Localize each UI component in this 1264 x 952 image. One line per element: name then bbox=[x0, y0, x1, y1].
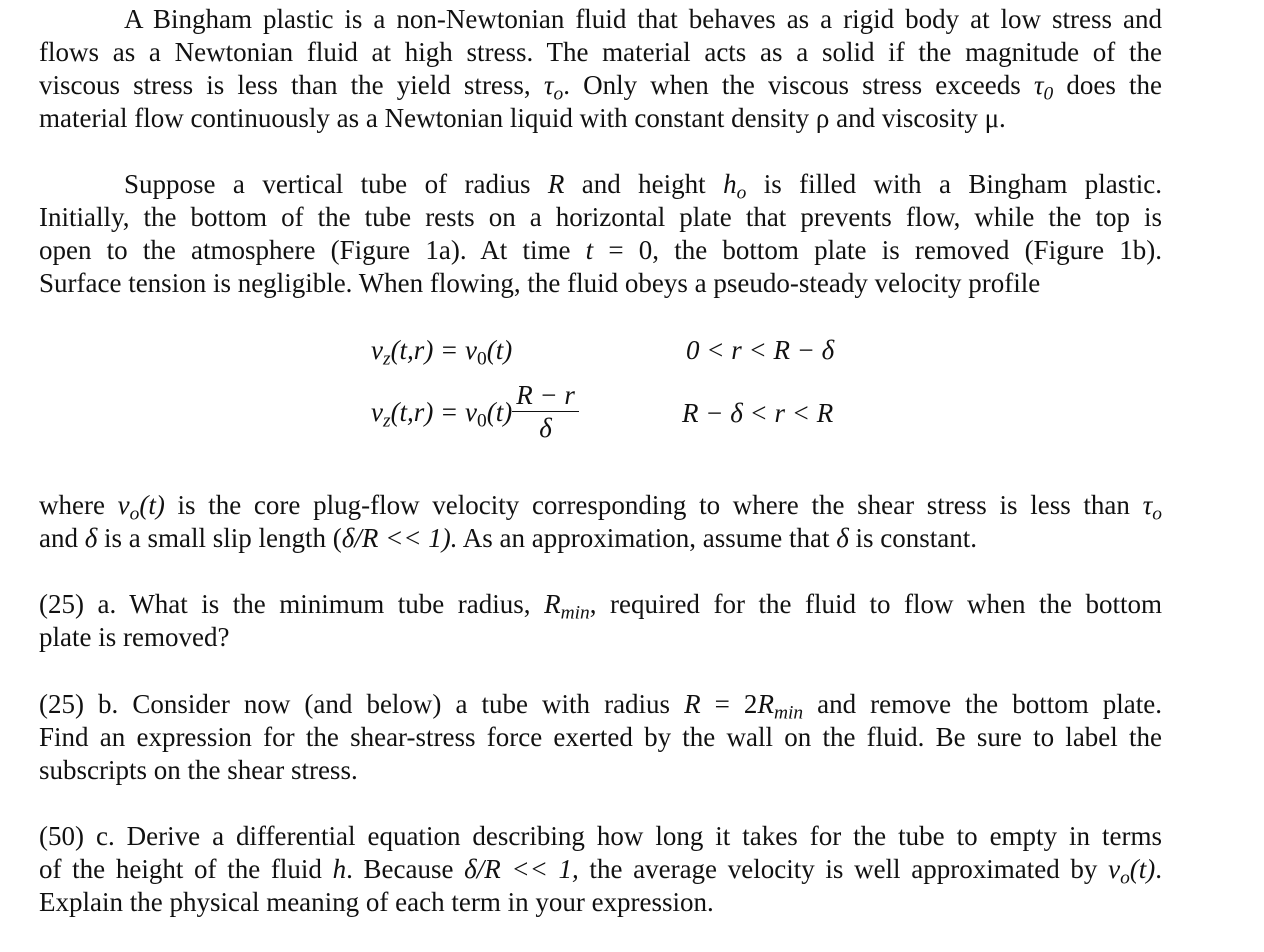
setup-line-2: Initially, the bottom of the tube rests on a horizontal plate that prevents flow, while the top is bbox=[39, 202, 1162, 232]
question-b bbox=[39, 688, 1162, 787]
setup-line-4: Surface tension is negligible. When flowing, the fluid obeys a pseudo-steady velocity profile bbox=[39, 268, 1041, 298]
question-b-line-3: subscripts on the shear stress. bbox=[39, 755, 358, 785]
setup-line-1: Suppose a vertical tube of radius R and height $h_o$ is filled with a Bingham plastic. bbox=[124, 169, 1162, 204]
question-b-line-1: (25) b. Consider now (and below) a tube with radius $R = 2R_{min}$ and remove the bottom plate. bbox=[39, 689, 1162, 724]
question-c-line-3: Explain the physical meaning of each term in your expression. bbox=[39, 887, 714, 917]
question-a bbox=[39, 588, 1162, 654]
intro-line-4: material flow continuously as a Newtonian liquid with constant density ρ and viscosity μ. bbox=[39, 103, 1006, 133]
intro-paragraph bbox=[39, 3, 1162, 135]
intro-line-3: viscous stress is less than the yield stress, $\tau_o$. Only when the viscous stress exceeds $\tau_0$ does the bbox=[39, 70, 1162, 105]
equation-2: $v_z(t,r) = v_0(t)$ $\frac{R - r}{\delta}$ bbox=[371, 380, 579, 444]
question-c-line-1: (50) c. Derive a differential equation describing how long it takes for the tube to empty in terms bbox=[39, 821, 1162, 851]
definition-line-2: and δ is a small slip length (δ/R << 1). As an approximation, assume that δ is constant. bbox=[39, 523, 978, 553]
definition-paragraph bbox=[39, 489, 1162, 555]
definition-line-1: where $v_o(t)$ is the core plug-flow velocity corresponding to where the shear stress is less than $\tau_o$ bbox=[39, 490, 1162, 525]
intro-line-1: A Bingham plastic is a non-Newtonian fluid that behaves as a rigid body at low stress and bbox=[124, 4, 1162, 34]
question-a-line-1: (25) a. What is the minimum tube radius, $R_{min}$, required for the fluid to flow when the bottom bbox=[39, 589, 1162, 624]
equation-2-fraction: $\frac{R - r}{\delta}$ bbox=[512, 380, 579, 444]
equation-2-condition: R − δ < r < R bbox=[682, 398, 834, 428]
question-c bbox=[39, 820, 1162, 919]
setup-line-3: open to the atmosphere (Figure 1a). At time t = 0, the bottom plate is removed (Figure 1b). bbox=[39, 235, 1162, 265]
question-b-line-2: Find an expression for the shear-stress force exerted by the wall on the fluid. Be sure to label the bbox=[39, 722, 1162, 752]
question-c-line-2: of the height of the fluid h. Because δ/R << 1, the average velocity is well approximated by $v_o(t)$. bbox=[39, 854, 1163, 889]
intro-line-2: flows as a Newtonian fluid at high stress. The material acts as a solid if the magnitude of the bbox=[39, 37, 1162, 67]
equation-1-condition: 0 < r < R − δ bbox=[686, 335, 835, 365]
equation-1: $v_z(t,r) = v_0(t)$ bbox=[371, 335, 513, 370]
setup-paragraph bbox=[39, 168, 1162, 300]
question-a-line-2: plate is removed? bbox=[39, 622, 230, 652]
